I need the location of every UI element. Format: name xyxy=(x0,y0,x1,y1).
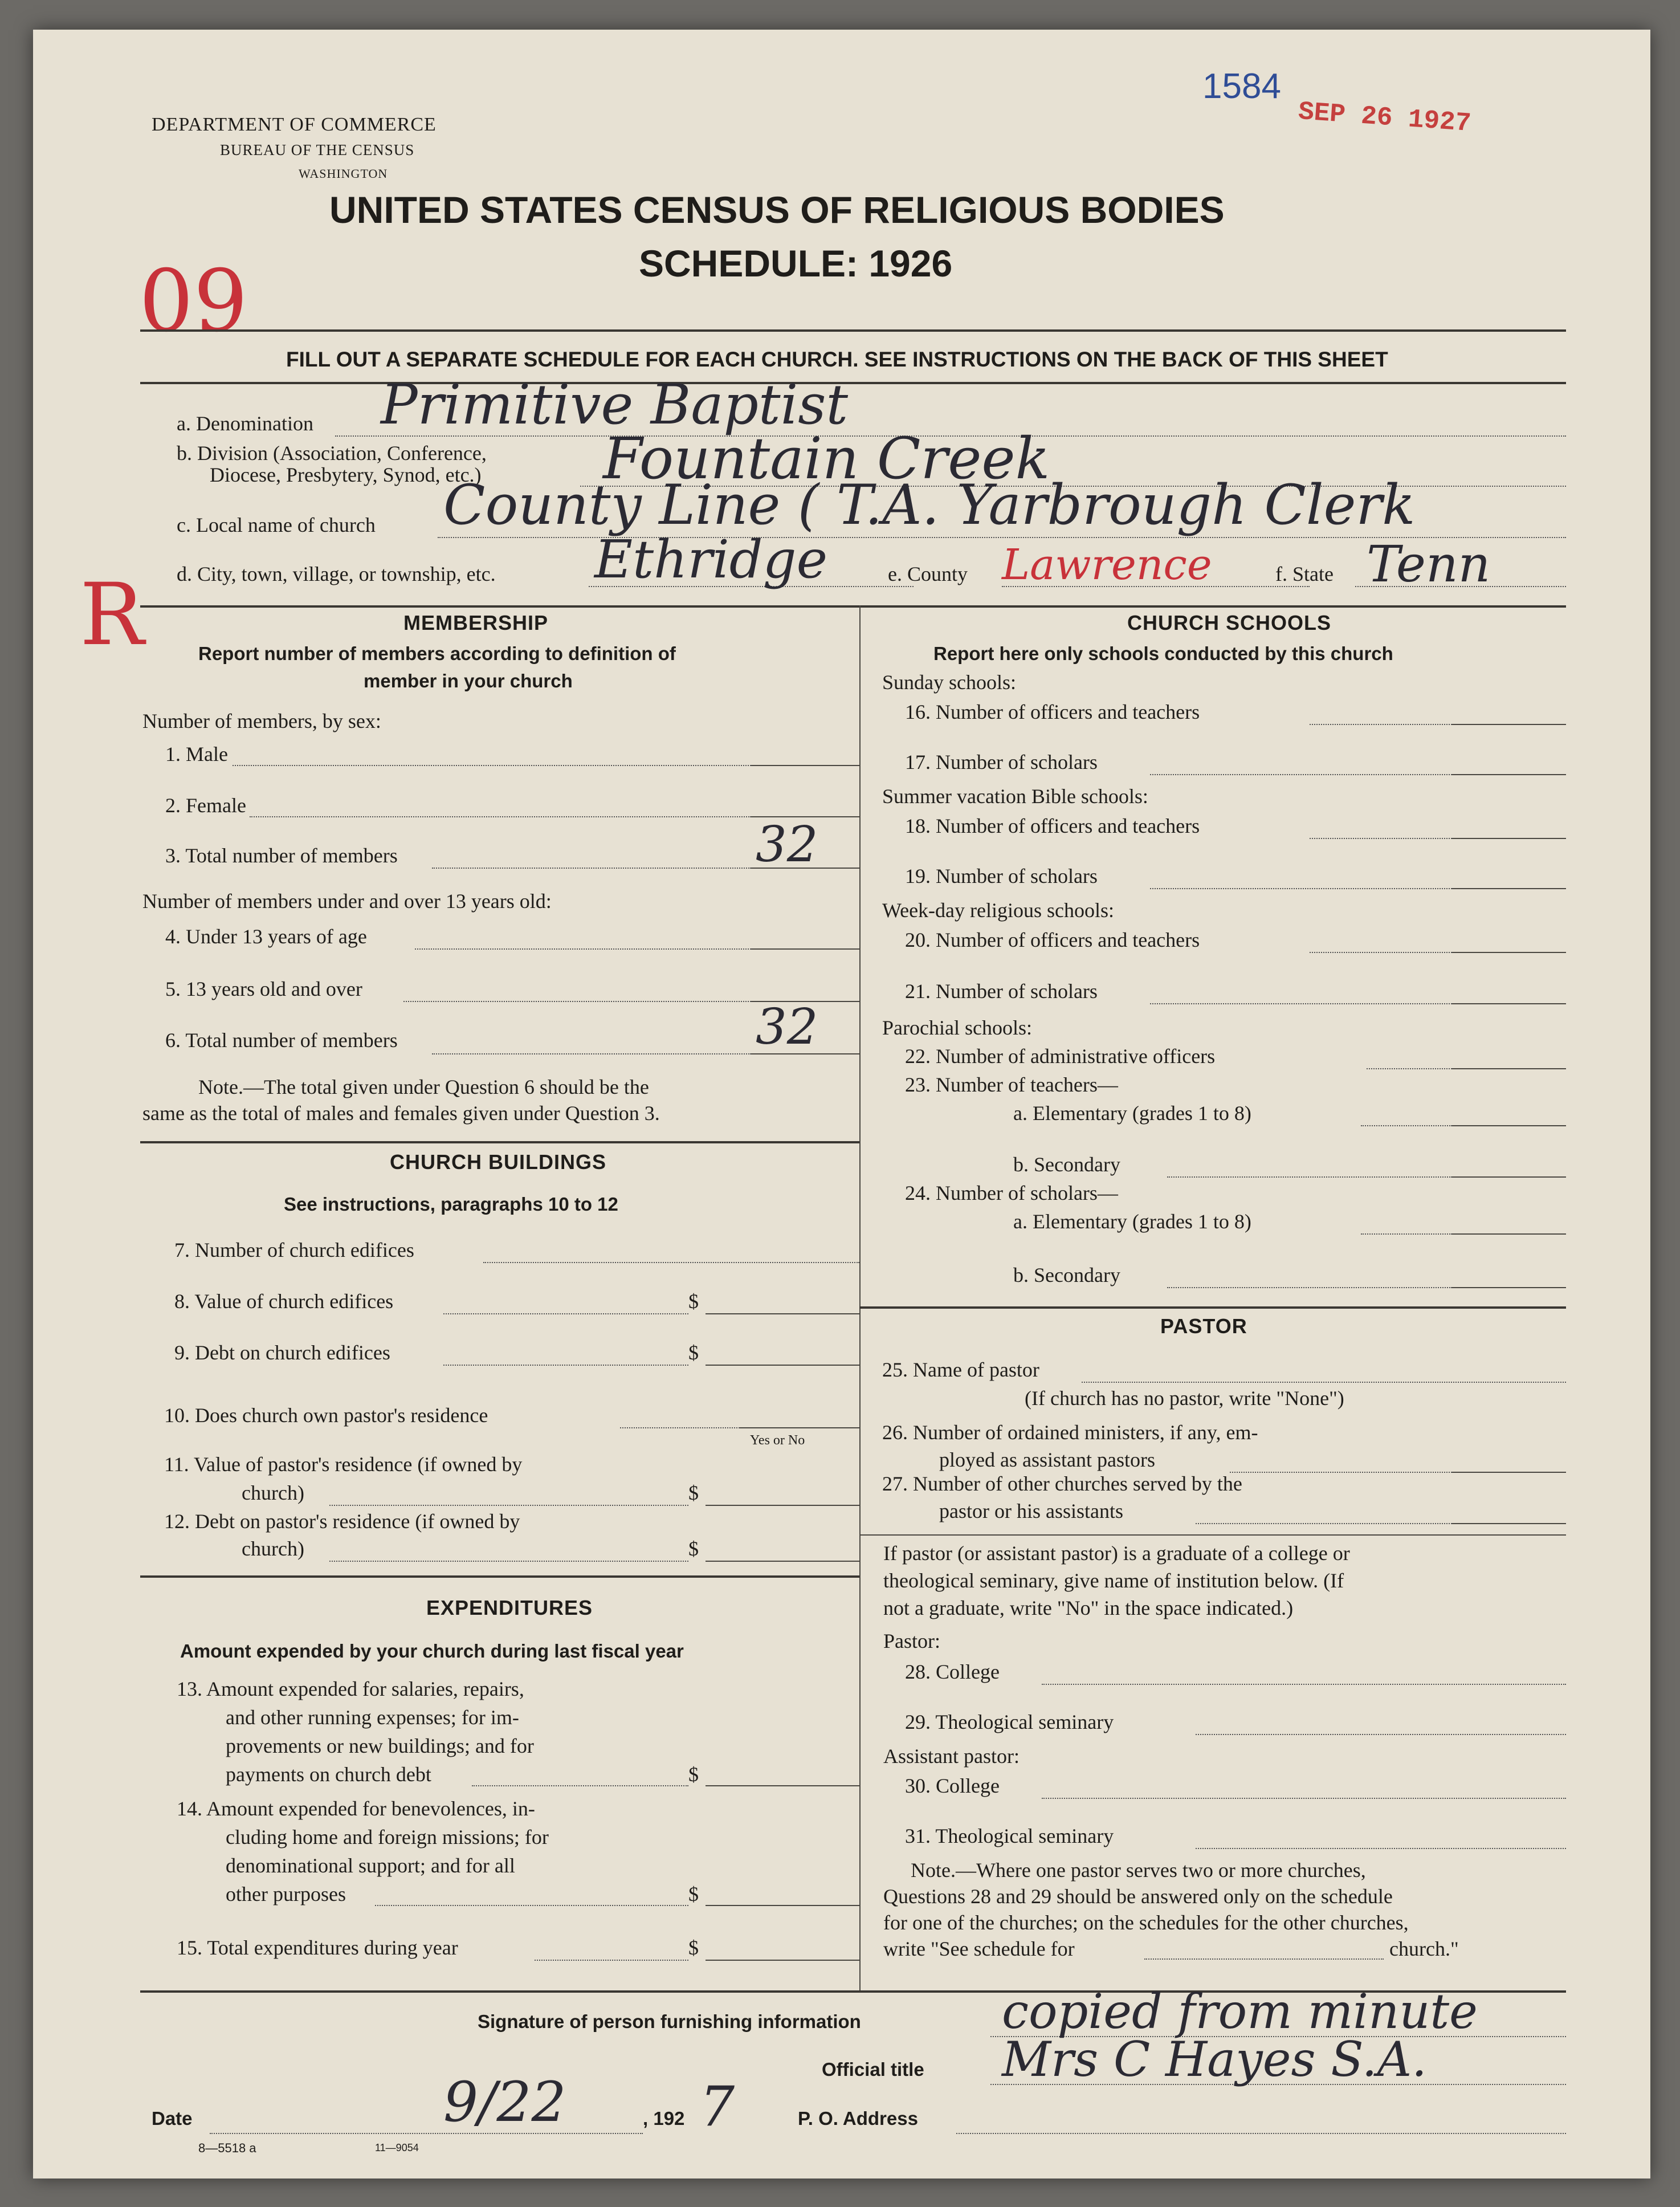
q18-label: 18. Number of officers and teachers xyxy=(905,815,1200,837)
q9-edifice-debt-label: 9. Debt on church edifices xyxy=(174,1341,390,1364)
membership-intro-2: member in your church xyxy=(364,670,573,691)
date-line xyxy=(210,2133,643,2134)
state-value: Tenn xyxy=(1367,535,1491,593)
q11-residence-value-label: 11. Value of pastor's residence (if owned by xyxy=(164,1453,523,1476)
q20-label: 20. Number of officers and teachers xyxy=(905,929,1200,951)
q18-answer-line xyxy=(1452,838,1566,839)
q3-total-label: 3. Total number of members xyxy=(165,844,398,867)
date-value: 9/22 xyxy=(443,2070,566,2134)
q24b-answer-line xyxy=(1452,1287,1566,1288)
q31-seminary-label: 31. Theological seminary xyxy=(905,1825,1114,1847)
q31-dots xyxy=(1196,1848,1566,1849)
denomination-value: Primitive Baptist xyxy=(381,373,849,437)
q27-answer-line xyxy=(1452,1523,1566,1524)
column-divider xyxy=(859,605,861,1990)
summer-schools-label: Summer vacation Bible schools: xyxy=(882,785,1148,808)
q11-dollar-sign: $ xyxy=(688,1481,699,1504)
division-label: b. Division (Association, Conference, xyxy=(177,442,487,465)
pastor-subheading: Pastor: xyxy=(883,1630,941,1652)
weekday-schools-label: Week-day religious schools: xyxy=(882,899,1115,922)
instruction-rule xyxy=(140,382,1566,384)
q6-total-label: 6. Total number of members xyxy=(165,1029,398,1052)
q11-dots xyxy=(329,1505,688,1506)
form-subtitle: SCHEDULE: 1926 xyxy=(639,242,953,284)
membership-heading: MEMBERSHIP xyxy=(403,611,549,634)
q12-answer-line xyxy=(706,1561,859,1562)
q7-dots xyxy=(483,1262,859,1263)
date-label: Date xyxy=(152,2108,193,2129)
church-schools-intro: Report here only schools conducted by this church xyxy=(933,643,1393,664)
q8-dots xyxy=(443,1313,688,1314)
buildings-heading: CHURCH BUILDINGS xyxy=(390,1150,606,1174)
pastor-note-3: for one of the churches; on the schedules for the other churches, xyxy=(883,1911,1409,1934)
q26-assistant-ministers-label: 26. Number of ordained ministers, if any, em- xyxy=(882,1421,1258,1444)
department-name: DEPARTMENT OF COMMERCE xyxy=(152,114,437,135)
q8-answer-line xyxy=(706,1313,859,1314)
form-number: 8—5518 a xyxy=(198,2141,256,2155)
membership-note: Note.—The total given under Question 6 should be the xyxy=(198,1076,649,1098)
q24a-answer-line xyxy=(1452,1233,1566,1235)
buildings-rule xyxy=(140,1575,859,1578)
q14-benevolences-label: 14. Amount expended for benevolences, in- xyxy=(177,1797,535,1820)
q4-answer-line xyxy=(751,948,859,950)
q4-dots xyxy=(415,948,751,950)
print-number: 11—9054 xyxy=(375,2142,419,2153)
pastor-note-5: church." xyxy=(1389,1937,1459,1960)
q17-answer-line xyxy=(1452,774,1566,775)
q12-dots xyxy=(329,1561,688,1562)
q11-church-label: church) xyxy=(242,1481,304,1504)
q28-dots xyxy=(1042,1684,1566,1685)
q1-answer-line xyxy=(751,765,859,766)
received-date-stamp: SEP 26 1927 xyxy=(1297,97,1472,139)
expenditures-intro: Amount expended by your church during last fiscal year xyxy=(180,1640,684,1662)
q22-label: 22. Number of administrative officers xyxy=(905,1045,1216,1068)
q30-college-label: 30. College xyxy=(905,1774,1000,1797)
q12-dollar-sign: $ xyxy=(688,1537,699,1560)
q17-label: 17. Number of scholars xyxy=(905,751,1098,773)
q14-dollar-sign: $ xyxy=(688,1883,699,1905)
q10-residence-label: 10. Does church own pastor's residence xyxy=(164,1404,488,1427)
graduate-instruction-3: not a graduate, write "No" in the space indicated.) xyxy=(883,1597,1294,1619)
q14-dots xyxy=(375,1905,688,1906)
sunday-schools-label: Sunday schools: xyxy=(882,671,1017,694)
q23a-dots xyxy=(1361,1125,1452,1126)
graduate-instruction: If pastor (or assistant pastor) is a graduate of a college or xyxy=(883,1542,1350,1565)
q10-answer-line xyxy=(740,1427,859,1428)
q23b-dots xyxy=(1167,1176,1452,1178)
division-value: Fountain Creek xyxy=(603,425,1050,492)
fields-rule xyxy=(140,605,1566,608)
q17-dots xyxy=(1150,774,1452,775)
q27-other-churches-label: 27. Number of other churches served by the xyxy=(882,1472,1242,1495)
q22-answer-line xyxy=(1452,1068,1566,1069)
state-label: f. State xyxy=(1275,563,1334,585)
q23a-label: a. Elementary (grades 1 to 8) xyxy=(1013,1102,1251,1125)
local-name-label: c. Local name of church xyxy=(177,514,376,536)
census-schedule-sheet xyxy=(33,30,1650,2179)
signature-value: copied from minute xyxy=(1002,1984,1478,2039)
county-label: e. County xyxy=(888,563,968,585)
q26-dots xyxy=(1230,1472,1452,1473)
local-name-value: County Line ( T.A. Yarbrough Clerk xyxy=(443,473,1416,537)
q16-label: 16. Number of officers and teachers xyxy=(905,701,1200,723)
city-label: d. City, town, village, or township, etc. xyxy=(177,563,496,585)
q24b-dots xyxy=(1167,1287,1452,1288)
q19-answer-line xyxy=(1452,888,1566,889)
q4-under13-label: 4. Under 13 years of age xyxy=(165,925,367,948)
members-by-age-label: Number of members under and over 13 years old: xyxy=(142,890,552,913)
q1-male-label: 1. Male xyxy=(165,743,228,765)
po-address-line xyxy=(956,2133,1566,2134)
margin-letter-r: R xyxy=(80,565,144,665)
q19-label: 19. Number of scholars xyxy=(905,865,1098,887)
q29-dots xyxy=(1196,1734,1566,1735)
q24a-label: a. Elementary (grades 1 to 8) xyxy=(1013,1210,1251,1233)
q8-dollar-sign: $ xyxy=(688,1290,699,1313)
assistant-pastor-subheading: Assistant pastor: xyxy=(883,1745,1020,1768)
yes-or-no-hint: Yes or No xyxy=(750,1433,805,1448)
q27-line-2: pastor or his assistants xyxy=(939,1500,1123,1522)
bureau-name: BUREAU OF THE CENSUS xyxy=(220,141,415,158)
header-rule xyxy=(140,329,1566,332)
q13-line-2: and other running expenses; for im- xyxy=(226,1706,519,1729)
pastor-note-blank xyxy=(1144,1958,1384,1960)
pastor-note-4: write "See schedule for xyxy=(883,1937,1075,1960)
q26-line-2: ployed as assistant pastors xyxy=(939,1448,1155,1471)
q1-dots xyxy=(233,765,751,766)
county-value: Lawrence xyxy=(1002,540,1212,589)
pastor-note: Note.—Where one pastor serves two or more churches, xyxy=(911,1859,1366,1882)
receipt-number-stamp: 1584 xyxy=(1202,67,1281,106)
q29-seminary-label: 29. Theological seminary xyxy=(905,1711,1114,1733)
date-year-hand: 7 xyxy=(700,2075,735,2139)
official-title-label: Official title xyxy=(822,2059,924,2080)
q7-edifices-label: 7. Number of church edifices xyxy=(174,1239,414,1261)
q6-total-value: 32 xyxy=(756,999,818,1056)
schools-rule xyxy=(859,1306,1566,1309)
q24a-dots xyxy=(1361,1233,1452,1235)
members-by-sex-label: Number of members, by sex: xyxy=(142,710,381,732)
q2-female-label: 2. Female xyxy=(165,794,246,817)
q23-label: 23. Number of teachers— xyxy=(905,1073,1118,1096)
division-label-2: Diocese, Presbytery, Synod, etc.) xyxy=(210,463,482,486)
q28-college-label: 28. College xyxy=(905,1660,1000,1683)
pastor-note-2: Questions 28 and 29 should be answered only on the schedule xyxy=(883,1885,1393,1908)
q16-dots xyxy=(1310,724,1452,725)
q26-answer-line xyxy=(1452,1472,1566,1473)
church-schools-heading: CHURCH SCHOOLS xyxy=(1127,611,1332,634)
form-title: UNITED STATES CENSUS OF RELIGIOUS BODIES xyxy=(329,189,1225,231)
q13-answer-line xyxy=(706,1785,859,1786)
signature-label: Signature of person furnishing information xyxy=(478,2011,861,2032)
denomination-label: a. Denomination xyxy=(177,412,313,435)
q13-line-3: provements or new buildings; and for xyxy=(226,1734,534,1757)
q25-pastor-name-label: 25. Name of pastor xyxy=(882,1358,1039,1381)
q14-line-3: denominational support; and for all xyxy=(226,1854,515,1877)
q3-total-value: 32 xyxy=(756,816,818,873)
q25-none-note: (If church has no pastor, write "None") xyxy=(1025,1387,1344,1410)
buildings-intro: See instructions, paragraphs 10 to 12 xyxy=(284,1194,618,1215)
q23b-label: b. Secondary xyxy=(1013,1153,1120,1176)
q5-dots xyxy=(403,1001,751,1002)
q22-dots xyxy=(1367,1068,1452,1069)
q2-dots xyxy=(250,816,751,817)
q21-answer-line xyxy=(1452,1003,1566,1004)
q13-dollar-sign: $ xyxy=(688,1763,699,1786)
q9-answer-line xyxy=(706,1365,859,1366)
q20-answer-line xyxy=(1452,952,1566,953)
q13-dots xyxy=(472,1785,688,1786)
graduate-instruction-2: theological seminary, give name of institution below. (If xyxy=(883,1569,1344,1592)
q25-dots xyxy=(1082,1382,1566,1383)
q15-answer-line xyxy=(706,1960,859,1961)
q3-dots xyxy=(432,868,751,869)
q8-edifice-value-label: 8. Value of church edifices xyxy=(174,1290,394,1313)
date-year-print: , 192 xyxy=(643,2108,685,2129)
q11-answer-line xyxy=(706,1505,859,1506)
q19-dots xyxy=(1150,888,1452,889)
q15-total-expenditures-label: 15. Total expenditures during year xyxy=(177,1936,458,1959)
q14-answer-line xyxy=(706,1905,859,1906)
q12-church-label: church) xyxy=(242,1537,304,1560)
bureau-city: WASHINGTON xyxy=(299,166,388,181)
margin-code-09: 09 xyxy=(139,252,248,351)
fill-out-instruction: FILL OUT A SEPARATE SCHEDULE FOR EACH CHURCH. SEE INSTRUCTIONS ON THE BACK OF THIS SHEET xyxy=(286,348,1388,371)
membership-rule xyxy=(140,1141,859,1143)
city-value: Ethridge xyxy=(594,529,828,590)
q30-dots xyxy=(1042,1798,1566,1799)
q24-label: 24. Number of scholars— xyxy=(905,1182,1118,1204)
q16-answer-line xyxy=(1452,724,1566,725)
q13-line-4: payments on church debt xyxy=(226,1763,431,1786)
q23b-answer-line xyxy=(1452,1176,1566,1178)
membership-note-2: same as the total of males and females given under Question 3. xyxy=(142,1102,660,1125)
q21-dots xyxy=(1150,1003,1452,1004)
q23a-answer-line xyxy=(1452,1125,1566,1126)
q20-dots xyxy=(1310,952,1452,953)
q6-dots xyxy=(432,1053,751,1054)
membership-intro: Report number of members according to definition of xyxy=(198,643,676,664)
q15-dots xyxy=(535,1960,688,1961)
q13-running-expenses-label: 13. Amount expended for salaries, repairs, xyxy=(177,1677,524,1700)
graduate-rule xyxy=(859,1534,1566,1536)
q10-dots xyxy=(620,1427,740,1428)
q9-dots xyxy=(443,1365,688,1366)
q21-label: 21. Number of scholars xyxy=(905,980,1098,1003)
q5-over13-label: 5. 13 years old and over xyxy=(165,978,362,1000)
po-address-label: P. O. Address xyxy=(798,2108,918,2129)
expenditures-heading: EXPENDITURES xyxy=(426,1596,593,1619)
q14-line-2: cluding home and foreign missions; for xyxy=(226,1826,549,1848)
q24b-label: b. Secondary xyxy=(1013,1264,1120,1286)
official-title-value: Mrs C Hayes S.A. xyxy=(1002,2031,1427,2087)
pastor-heading: PASTOR xyxy=(1160,1314,1247,1338)
q15-dollar-sign: $ xyxy=(688,1936,699,1959)
q14-line-4: other purposes xyxy=(226,1883,346,1905)
q27-dots xyxy=(1196,1523,1452,1524)
q12-residence-debt-label: 12. Debt on pastor's residence (if owned by xyxy=(164,1510,520,1533)
q9-dollar-sign: $ xyxy=(688,1341,699,1364)
q18-dots xyxy=(1310,838,1452,839)
parochial-schools-label: Parochial schools: xyxy=(882,1016,1032,1039)
